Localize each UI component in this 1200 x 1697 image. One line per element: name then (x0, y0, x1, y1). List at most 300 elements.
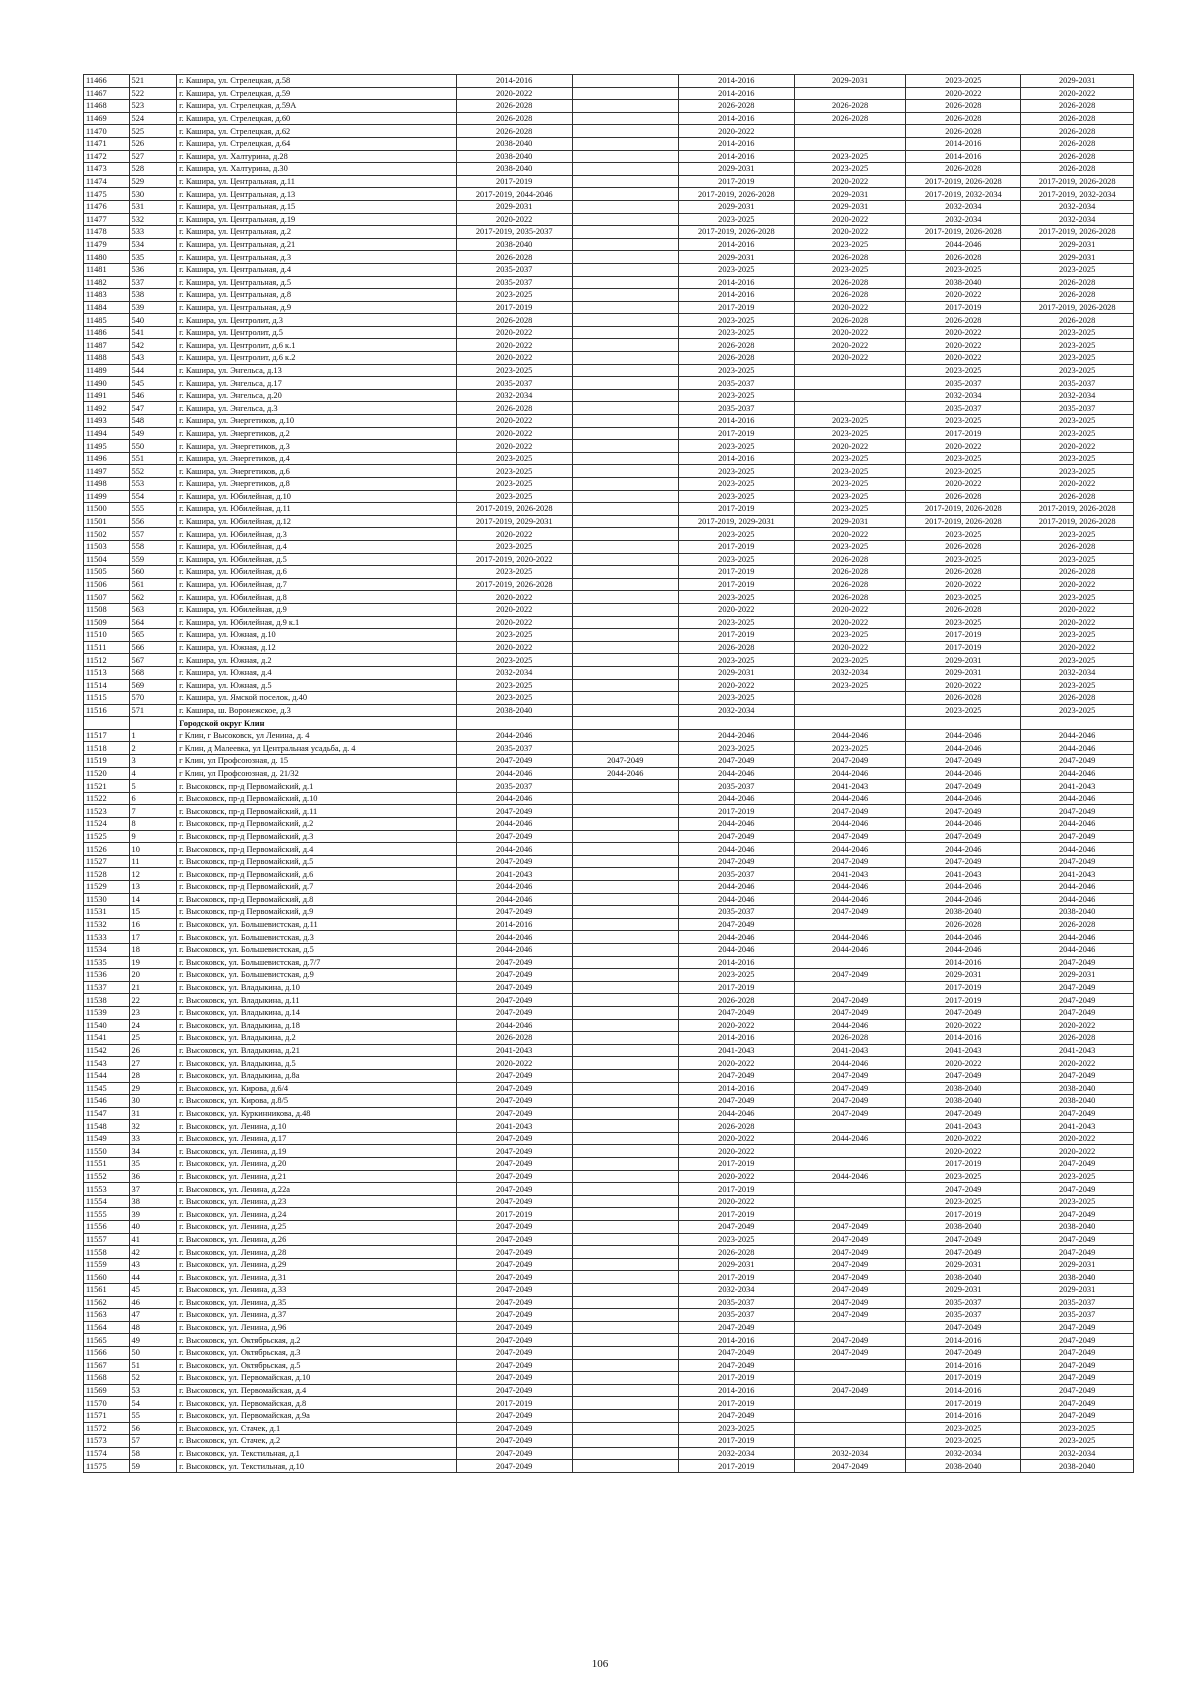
table-row (84, 75, 1134, 88)
table-cell: 2023-2025 (456, 540, 572, 553)
table-row (84, 175, 1134, 188)
table-cell: 2047-2049 (678, 1095, 794, 1108)
table-cell: 2026-2028 (1021, 692, 1134, 705)
table-cell: г. Высоковск, ул. Октябрьская, д.2 (177, 1334, 457, 1347)
table-cell: 2017-2019, 2026-2028 (456, 503, 572, 516)
table-cell: г. Кашира, ул. Южная, д.12 (177, 641, 457, 654)
table-cell: 2026-2028 (794, 591, 906, 604)
table-cell: 51 (129, 1359, 177, 1372)
table-cell: 2026-2028 (906, 490, 1021, 503)
table-cell: 2044-2046 (1021, 792, 1134, 805)
table-cell: г. Высоковск, ул. Ленина, д.23 (177, 1195, 457, 1208)
table-cell: 2017-2019 (906, 1397, 1021, 1410)
table-cell: 2023-2025 (678, 326, 794, 339)
table-cell: 523 (129, 100, 177, 113)
table-cell: 2044-2046 (678, 931, 794, 944)
table-cell (572, 742, 678, 755)
table-cell: 11467 (84, 87, 130, 100)
table-cell: 2044-2046 (794, 1057, 906, 1070)
table-cell: 2023-2025 (678, 1233, 794, 1246)
table-cell: 558 (129, 540, 177, 553)
table-row (84, 918, 1134, 931)
table-cell: г. Высоковск, ул. Куркинникова, д.48 (177, 1107, 457, 1120)
table-cell: 2026-2028 (456, 314, 572, 327)
table-cell: 24 (129, 1019, 177, 1032)
table-cell: 2047-2049 (794, 1221, 906, 1234)
table-cell: 11556 (84, 1221, 130, 1234)
table-cell (572, 1195, 678, 1208)
table-cell (794, 717, 906, 730)
table-cell (572, 818, 678, 831)
table-cell: 2023-2025 (906, 1435, 1021, 1448)
table-cell: 2017-2019, 2029-2031 (678, 515, 794, 528)
table-cell: 2047-2049 (456, 1271, 572, 1284)
table-cell: 2044-2046 (1021, 931, 1134, 944)
table-cell: г. Кашира, ул. Юбилейная, д.4 (177, 540, 457, 553)
table-cell: 2047-2049 (456, 1384, 572, 1397)
table-cell: 2047-2049 (456, 1183, 572, 1196)
table-cell: 11557 (84, 1233, 130, 1246)
table-cell: 2047-2049 (794, 855, 906, 868)
table-cell (572, 692, 678, 705)
table-cell: 2044-2046 (794, 1170, 906, 1183)
table-cell (572, 641, 678, 654)
table-cell: 2023-2025 (794, 654, 906, 667)
table-cell (572, 1170, 678, 1183)
table-cell (572, 490, 678, 503)
table-row (84, 855, 1134, 868)
table-cell: 2044-2046 (906, 943, 1021, 956)
table-cell: 2047-2049 (678, 1409, 794, 1422)
table-cell: г. Кашира, ул. Энергетиков, д.4 (177, 452, 457, 465)
table-cell: 2017-2019 (678, 1208, 794, 1221)
table-cell: 11500 (84, 503, 130, 516)
table-cell: 2035-2037 (906, 402, 1021, 415)
table-cell: г. Кашира, ул. Юбилейная, д.3 (177, 528, 457, 541)
table-cell: 571 (129, 704, 177, 717)
table-cell: 11475 (84, 188, 130, 201)
table-cell: 2047-2049 (678, 1069, 794, 1082)
table-cell (572, 994, 678, 1007)
table-cell: 2017-2019 (678, 981, 794, 994)
table-cell: 548 (129, 415, 177, 428)
table-cell: 2020-2022 (456, 1057, 572, 1070)
table-cell: 2044-2046 (678, 1107, 794, 1120)
table-cell: 2023-2025 (794, 163, 906, 176)
table-cell: 11567 (84, 1359, 130, 1372)
table-cell: 2047-2049 (1021, 805, 1134, 818)
table-cell: 2044-2046 (794, 767, 906, 780)
table-cell: 2020-2022 (1021, 87, 1134, 100)
table-cell: 2020-2022 (906, 1019, 1021, 1032)
table-cell: 2023-2025 (678, 692, 794, 705)
table-cell: 2020-2022 (678, 125, 794, 138)
table-cell: 2026-2028 (1021, 112, 1134, 125)
table-cell: 2020-2022 (794, 226, 906, 239)
table-cell: 4 (129, 767, 177, 780)
table-cell: 2014-2016 (678, 238, 794, 251)
table-cell (572, 503, 678, 516)
table-cell: 2047-2049 (456, 1258, 572, 1271)
table-cell: 555 (129, 503, 177, 516)
table-cell: 2041-2043 (906, 1044, 1021, 1057)
table-cell: 2026-2028 (1021, 918, 1134, 931)
table-cell: 2023-2025 (1021, 415, 1134, 428)
table-cell (572, 969, 678, 982)
table-cell: 2023-2025 (1021, 1422, 1134, 1435)
table-cell: 11551 (84, 1158, 130, 1171)
table-cell: 11522 (84, 792, 130, 805)
table-cell: 2023-2025 (678, 478, 794, 491)
table-cell: 2035-2037 (906, 1296, 1021, 1309)
table-cell: 2035-2037 (678, 377, 794, 390)
table-cell: г. Кашира, ул. Центральная, д.5 (177, 276, 457, 289)
table-cell: 11548 (84, 1120, 130, 1133)
table-cell: 2038-2040 (1021, 1095, 1134, 1108)
table-cell: г. Кашира, ул. Центральная, д.11 (177, 175, 457, 188)
table-cell: г. Кашира, ул. Энгельса, д.17 (177, 377, 457, 390)
table-cell: 2047-2049 (906, 805, 1021, 818)
table-cell: 2047-2049 (456, 755, 572, 768)
table-row (84, 503, 1134, 516)
table-row (84, 792, 1134, 805)
table-cell: 11546 (84, 1095, 130, 1108)
table-cell: 2023-2025 (1021, 465, 1134, 478)
table-cell (572, 1384, 678, 1397)
table-cell: 11529 (84, 881, 130, 894)
table-cell: 2038-2040 (906, 1271, 1021, 1284)
table-cell: 11507 (84, 591, 130, 604)
table-cell: 2020-2022 (678, 603, 794, 616)
table-cell: 2047-2049 (456, 1321, 572, 1334)
table-cell: 2017-2019 (678, 503, 794, 516)
table-cell (572, 465, 678, 478)
table-cell: 556 (129, 515, 177, 528)
table-cell: 2038-2040 (1021, 906, 1134, 919)
table-cell: 2047-2049 (456, 805, 572, 818)
table-row (84, 1095, 1134, 1108)
table-cell: г. Высоковск, ул. Владыкина, д.21 (177, 1044, 457, 1057)
table-cell: 15 (129, 906, 177, 919)
table-cell: 2020-2022 (906, 339, 1021, 352)
table-row (84, 137, 1134, 150)
table-cell: 11547 (84, 1107, 130, 1120)
table-row (84, 1170, 1134, 1183)
table-cell: 2026-2028 (1021, 125, 1134, 138)
table-cell: 2026-2028 (794, 289, 906, 302)
table-cell: 11521 (84, 780, 130, 793)
table-cell: 540 (129, 314, 177, 327)
table-cell: 2029-2031 (906, 1258, 1021, 1271)
table-cell: 2017-2019, 2032-2034 (906, 188, 1021, 201)
table-cell: 2026-2028 (906, 251, 1021, 264)
table-row (84, 1384, 1134, 1397)
table-cell: 11469 (84, 112, 130, 125)
table-cell: 2020-2022 (906, 352, 1021, 365)
table-cell: 2014-2016 (678, 289, 794, 302)
table-cell: 2026-2028 (1021, 490, 1134, 503)
table-cell: 2020-2022 (678, 1132, 794, 1145)
table-cell: 11539 (84, 1006, 130, 1019)
table-row (84, 692, 1134, 705)
table-row (84, 1183, 1134, 1196)
table-cell: 2017-2019, 2026-2028 (456, 578, 572, 591)
table-cell: 2035-2037 (1021, 377, 1134, 390)
table-cell: 2044-2046 (906, 792, 1021, 805)
table-cell: 11569 (84, 1384, 130, 1397)
table-cell: 2014-2016 (678, 87, 794, 100)
table-cell (572, 1309, 678, 1322)
table-cell: 2047-2049 (1021, 1246, 1134, 1259)
table-cell (794, 1145, 906, 1158)
table-cell: 2047-2049 (906, 1107, 1021, 1120)
table-cell: 559 (129, 553, 177, 566)
table-cell: 2017-2019 (678, 301, 794, 314)
table-cell: 11543 (84, 1057, 130, 1070)
table-cell: 2023-2025 (794, 452, 906, 465)
table-cell: 2026-2028 (1021, 540, 1134, 553)
table-cell: 534 (129, 238, 177, 251)
table-cell: 11476 (84, 200, 130, 213)
table-cell: 2047-2049 (572, 755, 678, 768)
table-cell (794, 87, 906, 100)
table-row (84, 717, 1134, 730)
table-cell: г. Кашира, ул. Стрелецкая, д.58 (177, 75, 457, 88)
table-cell: 531 (129, 200, 177, 213)
table-cell (572, 1447, 678, 1460)
table-cell: г. Высоковск, ул. Ленина, д.17 (177, 1132, 457, 1145)
table-cell: 10 (129, 843, 177, 856)
table-cell: 550 (129, 440, 177, 453)
table-cell: 2023-2025 (456, 364, 572, 377)
table-row (84, 465, 1134, 478)
table-cell (572, 956, 678, 969)
table-cell: 2047-2049 (794, 805, 906, 818)
table-cell (572, 377, 678, 390)
table-cell: 2044-2046 (906, 818, 1021, 831)
table-cell: 2020-2022 (906, 289, 1021, 302)
table-row (84, 1435, 1134, 1448)
table-row (84, 666, 1134, 679)
table-cell: г. Кашира, ул. Энгельса, д.3 (177, 402, 457, 415)
table-cell: 2044-2046 (906, 238, 1021, 251)
table-cell: 11535 (84, 956, 130, 969)
table-cell: 2044-2046 (1021, 881, 1134, 894)
table-row (84, 1246, 1134, 1259)
table-cell: 2047-2049 (678, 1221, 794, 1234)
table-cell: 2023-2025 (794, 490, 906, 503)
table-cell: 11491 (84, 389, 130, 402)
table-cell: 2032-2034 (906, 1447, 1021, 1460)
table-cell (572, 200, 678, 213)
table-cell: 2017-2019, 2044-2046 (456, 188, 572, 201)
table-cell: 2017-2019 (456, 1208, 572, 1221)
table-cell (572, 578, 678, 591)
table-cell: 2047-2049 (456, 1095, 572, 1108)
table-cell: г. Кашира, ул. Юбилейная, д.12 (177, 515, 457, 528)
table-cell: 2047-2049 (456, 1346, 572, 1359)
table-cell: 19 (129, 956, 177, 969)
table-row (84, 1271, 1134, 1284)
table-cell: г. Кашира, ул. Стрелецкая, д.59А (177, 100, 457, 113)
table-cell: 2032-2034 (906, 389, 1021, 402)
table-cell: 11483 (84, 289, 130, 302)
table-cell (572, 1032, 678, 1045)
table-cell: 2023-2025 (794, 478, 906, 491)
table-cell: 11559 (84, 1258, 130, 1271)
table-cell (572, 830, 678, 843)
table-cell: 2020-2022 (678, 1145, 794, 1158)
table-cell: 2020-2022 (906, 1132, 1021, 1145)
table-cell (572, 301, 678, 314)
table-cell: 2014-2016 (678, 112, 794, 125)
table-cell: 544 (129, 364, 177, 377)
table-cell: 11486 (84, 326, 130, 339)
table-cell: 11493 (84, 415, 130, 428)
table-cell: 2017-2019, 2026-2028 (1021, 503, 1134, 516)
table-cell: 55 (129, 1409, 177, 1422)
table-cell: 2047-2049 (1021, 956, 1134, 969)
table-cell (572, 1258, 678, 1271)
table-cell (572, 427, 678, 440)
table-cell (572, 125, 678, 138)
table-cell: г. Кашира, ул. Южная, д.4 (177, 666, 457, 679)
table-cell: 2017-2019 (678, 805, 794, 818)
table-cell: 2017-2019 (678, 629, 794, 642)
table-cell: 2014-2016 (906, 1359, 1021, 1372)
table-cell: 11509 (84, 616, 130, 629)
table-cell: 2026-2028 (794, 112, 906, 125)
table-cell: 11482 (84, 276, 130, 289)
table-cell: 2038-2040 (906, 906, 1021, 919)
table-cell: 547 (129, 402, 177, 415)
table-cell: 2020-2022 (794, 213, 906, 226)
table-cell: 2023-2025 (1021, 427, 1134, 440)
table-cell (572, 591, 678, 604)
table-row (84, 301, 1134, 314)
table-cell: 2023-2025 (456, 679, 572, 692)
table-cell (794, 956, 906, 969)
table-cell: 11545 (84, 1082, 130, 1095)
table-cell: 2017-2019, 2026-2028 (1021, 175, 1134, 188)
table-cell: 11561 (84, 1284, 130, 1297)
table-cell (572, 263, 678, 276)
table-cell: 2017-2019, 2029-2031 (456, 515, 572, 528)
table-cell: 27 (129, 1057, 177, 1070)
table-cell: 2041-2043 (794, 868, 906, 881)
table-cell: г. Высоковск, ул. Ленина, д.26 (177, 1233, 457, 1246)
table-row (84, 200, 1134, 213)
table-cell: 2020-2022 (678, 1057, 794, 1070)
table-cell: 2029-2031 (1021, 969, 1134, 982)
table-row (84, 1069, 1134, 1082)
table-cell: 2020-2022 (794, 440, 906, 453)
table-cell (572, 566, 678, 579)
table-cell: 2038-2040 (456, 238, 572, 251)
table-cell (572, 402, 678, 415)
table-cell: 2014-2016 (456, 75, 572, 88)
table-cell: 11481 (84, 263, 130, 276)
table-cell (572, 1069, 678, 1082)
table-cell: 2026-2028 (1021, 163, 1134, 176)
table-cell (572, 226, 678, 239)
table-cell: 2017-2019 (678, 1158, 794, 1171)
table-cell: 2023-2025 (1021, 1170, 1134, 1183)
table-cell: 521 (129, 75, 177, 88)
table-row (84, 566, 1134, 579)
table-cell (794, 377, 906, 390)
table-cell: г. Высоковск, ул. Большевистская, д.11 (177, 918, 457, 931)
table-cell: 2047-2049 (456, 1372, 572, 1385)
table-cell: 2017-2019, 2026-2028 (906, 503, 1021, 516)
table-cell: 553 (129, 478, 177, 491)
table-cell: 2032-2034 (794, 1447, 906, 1460)
table-cell: 11528 (84, 868, 130, 881)
table-cell: 2047-2049 (456, 1233, 572, 1246)
table-cell (794, 918, 906, 931)
table-cell: 2026-2028 (794, 566, 906, 579)
table-cell: 522 (129, 87, 177, 100)
table-cell (572, 75, 678, 88)
table-cell: 2035-2037 (678, 1296, 794, 1309)
table-cell: 2047-2049 (1021, 1359, 1134, 1372)
table-cell: 2029-2031 (1021, 251, 1134, 264)
table-cell: 2026-2028 (678, 641, 794, 654)
table-cell: 2044-2046 (906, 729, 1021, 742)
table-cell: 2023-2025 (456, 465, 572, 478)
table-cell: 2044-2046 (456, 881, 572, 894)
table-row (84, 314, 1134, 327)
table-cell: 2044-2046 (678, 729, 794, 742)
table-cell: 2041-2043 (678, 1044, 794, 1057)
table-cell: г. Высоковск, ул. Текстильная, д.10 (177, 1460, 457, 1473)
table-cell: 11503 (84, 540, 130, 553)
table-cell: 2044-2046 (794, 943, 906, 956)
table-cell: 2023-2025 (1021, 339, 1134, 352)
table-cell: 2023-2025 (1021, 364, 1134, 377)
table-row (84, 1346, 1134, 1359)
table-cell: 2023-2025 (1021, 452, 1134, 465)
table-cell: 2035-2037 (906, 1309, 1021, 1322)
table-row (84, 943, 1134, 956)
table-cell: 8 (129, 818, 177, 831)
table-cell: 2047-2049 (456, 1447, 572, 1460)
table-cell: г. Кашира, ш. Воронежское, д.3 (177, 704, 457, 717)
table-cell: 2026-2028 (1021, 566, 1134, 579)
table-cell: 2044-2046 (456, 792, 572, 805)
table-cell: 2023-2025 (794, 415, 906, 428)
table-cell: 2047-2049 (678, 918, 794, 931)
table-cell: 2047-2049 (678, 1346, 794, 1359)
table-cell: г. Кашира, ул. Юбилейная, д.9 (177, 603, 457, 616)
table-cell: 2020-2022 (456, 528, 572, 541)
table-cell: 2047-2049 (456, 855, 572, 868)
table-cell: 2020-2022 (1021, 1057, 1134, 1070)
table-cell: 26 (129, 1044, 177, 1057)
table-cell (572, 339, 678, 352)
table-cell: 2044-2046 (794, 843, 906, 856)
table-cell: 11572 (84, 1422, 130, 1435)
table-cell: 2047-2049 (456, 1195, 572, 1208)
table-cell: 11565 (84, 1334, 130, 1347)
table-row (84, 969, 1134, 982)
table-cell (572, 163, 678, 176)
table-cell: 11544 (84, 1069, 130, 1082)
table-cell: г. Высоковск, пр-д Первомайский, д.3 (177, 830, 457, 843)
table-cell: 2029-2031 (906, 1284, 1021, 1297)
table-row (84, 1107, 1134, 1120)
table-cell: 2041-2043 (456, 1120, 572, 1133)
